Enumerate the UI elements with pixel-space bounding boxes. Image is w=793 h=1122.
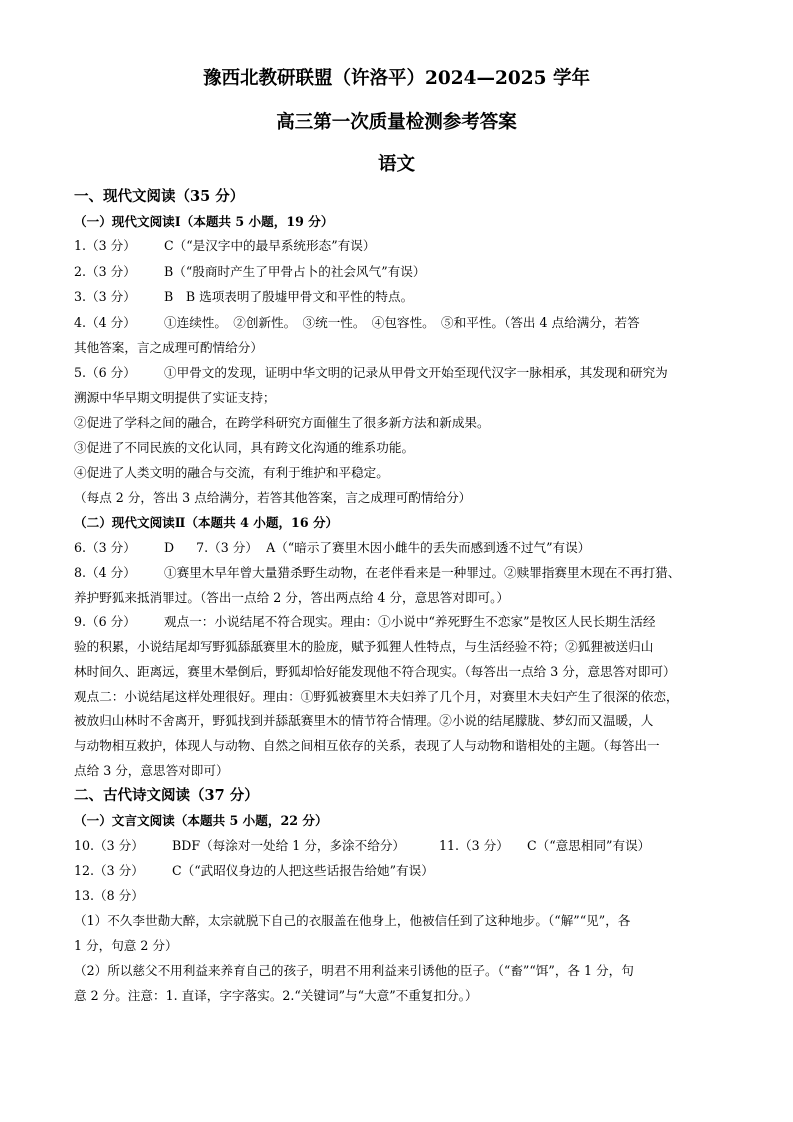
answer-line: （2）所以慈父不用利益来养育自己的孩子，明君不用利益来引诱他的臣子。（“畜”“饵”，各 1 分，句 [74,963,634,978]
answer-q10-q11 [74,838,650,854]
answer-text: BDF（每涂对一处给 1 分，多涂不给分） [172,838,406,853]
answer-line: 林时间久、距离远，赛里木晕倒后，野狐却恰好能发现他不符合现实。（每答出一点给 3 分，意思答对即可） [74,664,676,679]
answer-q4 [74,315,640,331]
document-subtitle: 高三第一次质量检测参考答案 [276,112,517,133]
subsection-heading: （一）文言文阅读（本题共 5 小题，22 分） [74,813,328,828]
question-number: 8.（4 分） [74,565,136,580]
answer-q3 [74,289,413,305]
answer-text: C（“意思相同”有误） [527,838,651,853]
answer-line: 养护野狐来抵消罪过。（答出一点给 2 分，答出两点给 4 分，意思答对即可。） [74,590,510,605]
question-number: 13.（8 分） [74,888,144,903]
section-heading: 一、现代文阅读（35 分） [74,188,245,205]
document-title: 豫西北教研联盟（许洛平）2024—2025 学年 [203,68,590,89]
answer-text: 观点一：小说结尾不符合现实。理由：①小说中“养死野生不恋家”是牧区人民长期生活经 [164,614,656,629]
question-number: 9.（6 分） [74,614,136,629]
answer-q12 [74,863,434,879]
answer-line: ②促进了学科之间的融合，在跨学科研究方面催生了很多新方法和新成果。 [74,415,490,430]
answer-q5 [74,365,668,381]
question-number: 5.（6 分） [74,365,136,380]
answer-q8 [74,565,680,581]
answer-q1 [74,238,375,254]
answer-line: 溯源中华早期文明提供了实证支持； [74,390,276,405]
answer-q2 [74,264,425,280]
answer-text: ①连续性。 ②创新性。 ③统一性。 ④包容性。 ⑤和平性。（答出 4 点给满分，若答 [164,315,640,330]
answer-line: （1）不久李世勣大醉，太宗就脱下自己的衣服盖在他身上，他被信任到了这种地步。（“解”“见”，各 [74,913,631,928]
question-number: 7.（3 分） [196,540,258,555]
question-number: 1.（3 分） [74,238,136,253]
answer-text: C（“武昭仪身边的人把这些话报告给她”有误） [172,863,434,878]
answer-text: D [164,540,175,555]
answer-line: 与动物相互救护，体现人与动物、自然之间相互依存的关系，表现了人与动物和谐相处的主题。（每答出一 [74,738,660,753]
question-number: 3.（3 分） [74,289,136,304]
answer-line: ③促进了不同民族的文化认同，具有跨文化沟通的维系功能。 [74,440,415,455]
question-number: 11.（3 分） [439,838,509,853]
answer-q6-q7 [74,540,590,556]
answer-text: A（“暗示了赛里木因小雌牛的丢失而感到透不过气”有误） [266,540,591,555]
question-number: 6.（3 分） [74,540,136,555]
answer-line: ④促进了人类文明的融合与交流，有利于维护和平稳定。 [74,465,389,480]
question-number: 4.（4 分） [74,315,136,330]
answer-text: ①甲骨文的发现，证明中华文明的记录从甲骨文开始至现代汉字一脉相承，其发现和研究为 [164,365,668,380]
answer-line: 1 分，句意 2 分） [74,938,178,953]
answer-line: 点给 3 分，意思答对即可） [74,763,229,778]
section-heading: 二、古代诗文阅读（37 分） [74,787,259,804]
answer-q13 [74,888,144,904]
answer-text: ①赛里木早年曾大量猎杀野生动物，在老伴看来是一种罪过。②赎罪指赛里木现在不再打猎、 [164,565,681,580]
answer-q9 [74,614,655,630]
subject-title: 语文 [377,154,415,175]
answer-text: C（“是汉字中的最早系统形态”有误） [164,238,376,253]
answer-text: B（“殷商时产生了甲骨占卜的社会风气”有误） [164,264,426,279]
answer-line: 观点二：小说结尾这样处理很好。理由：①野狐被赛里木夫妇养了几个月，对赛里木夫妇产生了很深的依恋， [74,689,679,704]
subsection-heading: （二）现代文阅读Ⅱ（本题共 4 小题，16 分） [74,515,339,530]
answer-text: B B 选项表明了殷墟甲骨文和平性的特点。 [164,289,414,304]
answer-line: 其他答案，言之成理可酌情给分） [74,340,263,355]
subsection-heading: （一）现代文阅读Ⅰ（本题共 5 小题，19 分） [74,214,334,229]
answer-line: （每点 2 分，答出 3 点给满分，若答其他答案，言之成理可酌情给分） [74,490,472,505]
answer-line: 意 2 分。注意：1. 直译，字字落实。2.“关键词”与“大意”不重复扣分。） [74,988,478,1003]
question-number: 10.（3 分） [74,838,144,853]
answer-line: 被放归山林时不舍离开，野狐找到并舔舐赛里木的情节符合情理。②小说的结尾朦胧、梦幻而又温暖，人 [74,713,654,728]
question-number: 12.（3 分） [74,863,144,878]
question-number: 2.（3 分） [74,264,136,279]
answer-line: 验的积累，小说结尾却写野狐舔舐赛里木的脸庞，赋予狐狸人性特点，与生活经验不符；②狐狸被送归山 [74,639,654,654]
